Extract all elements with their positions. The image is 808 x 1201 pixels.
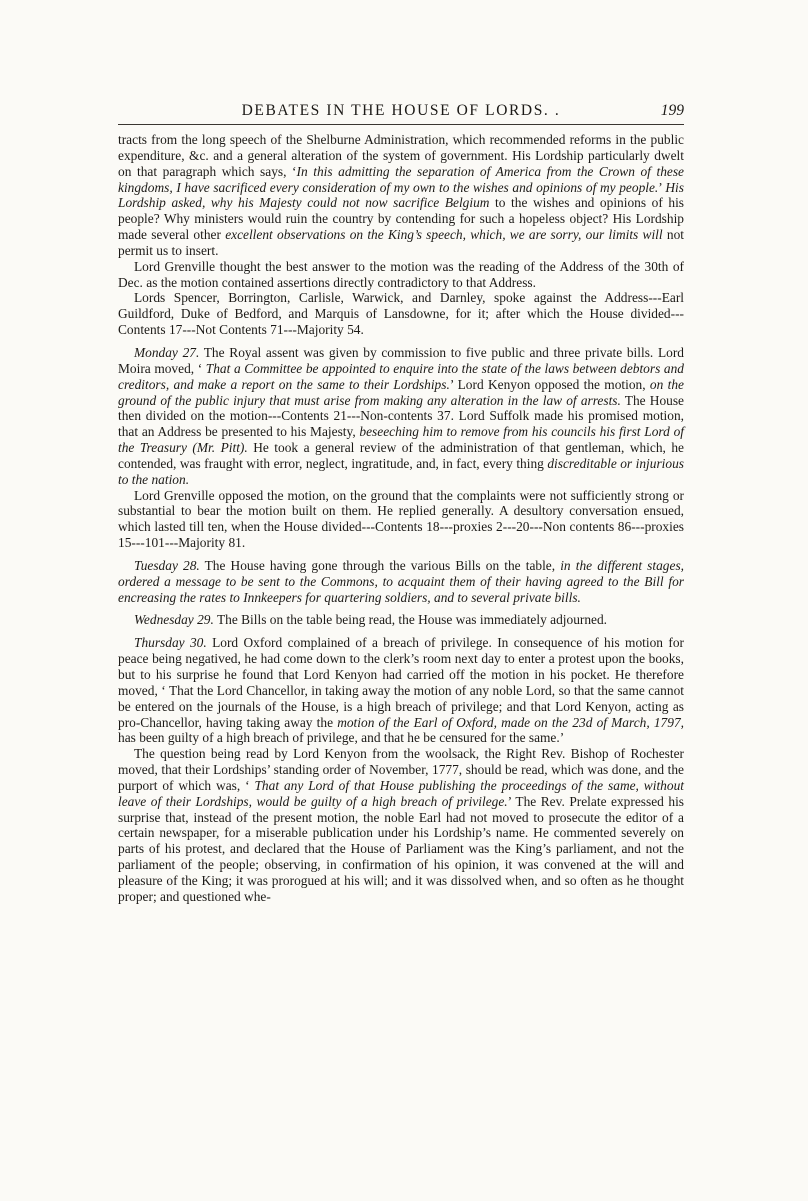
text-run: tracts from the long speech of the Shelburne Administration, which recommended reforms in the public expenditure, &c. and a general alteration of the system of government. His Lordship particularly dwelt on that paragraph which says, ‘ — [118, 132, 684, 179]
paragraph — [118, 345, 684, 488]
date-heading: Monday 27. — [134, 344, 200, 360]
text-run: not permit us to insert. — [118, 227, 684, 258]
text-run: Lord Oxford complained of a breach of privilege. In consequence of his motion for peace being negatived, he had come down to the clerk’s room next day to enter a protest upon the books, but to his surprise he found that Lord Kenyon had carried off the motion in his pocket. He therefore moved, ‘ That the Lord Chancellor, in taking away the motion of any noble Lord, so that the same cannot be entered on the journals of the House, is a high breach of privilege; and that Lord Kenyon, acting as pro-Chancellor, having taking away the — [118, 635, 684, 730]
italic-text: His Lordship asked, why his Majesty could not now sacrifice Belgium — [118, 179, 684, 211]
italic-text: beseeching him to remove from his councils his first Lord of the Treasury (Mr. Pitt). — [118, 424, 684, 456]
header-rule — [118, 124, 684, 125]
paragraph — [118, 488, 684, 551]
text-run: The House having gone through the various Bills on the table, — [199, 557, 561, 573]
text-run: The Royal assent was given by commission to five public and three private bills. Lord Moira moved, ‘ — [118, 344, 684, 376]
text-run: ’ — [658, 179, 666, 195]
italic-text: on the ground of the public injury that must arise from making any alteration in the law of arrests. — [118, 376, 684, 408]
text-run: The question being read by Lord Kenyon from the woolsack, the Right Rev. Bishop of Rochester moved, that their Lordships’ standing order of November, 1777, should be read, which was done, and the purport of which was, ‘ — [118, 746, 684, 793]
text-run: ’ Lord Kenyon opposed the motion, — [449, 376, 650, 392]
paragraph — [118, 558, 684, 606]
text-run: He took a general review of the administration of that gentleman, which, he contended, was fraught with error, neglect, ingratitude, and, in fact, every thing — [118, 440, 684, 471]
italic-text: motion of the Earl of Oxford, made on the 23d of March, 1797, — [337, 714, 684, 730]
date-heading: Tuesday 28. — [134, 557, 200, 573]
text-run: Lords Spencer, Borrington, Carlisle, Warwick, and Darnley, spoke against the Address---Earl Guildford, Duke of Bedford, and Marquis of Lansdowne, for it; after which the House divided---Contents 17---Not Contents 71---Majority 54. — [118, 290, 684, 338]
text-run: has been guilty of a high breach of privilege, and that he be censured for the same.’ — [118, 730, 565, 746]
page-number: 199 — [660, 102, 684, 119]
paragraph — [118, 259, 684, 291]
italic-text: excellent observations on the King’s speech, which, we are sorry, our limits will — [225, 227, 663, 243]
paragraph — [118, 635, 684, 746]
italic-text: In this admitting the separation of America from the Crown of these kingdoms, I have sacrificed every consideration of my own to the wishes and opinions of my people. — [118, 163, 684, 195]
text-run: Lord Grenville opposed the motion, on the ground that the complaints were not sufficiently strong or substantial to bear the motion built on them. He replied generally. A desultory conversation ensued, which lasted till ten, when the House divided---Contents 18---proxies 2---20---Non contents 86---proxies 15---101---Majority 81. — [118, 487, 684, 551]
italic-text: That any Lord of that House publishing the proceedings of the same, without leave of their Lordships, would be guilty of a high breach of privilege. — [118, 777, 684, 809]
italic-text: That a Committee be appointed to enquire into the state of the laws between debtors and creditors, and make a report on the same to their Lordships. — [118, 360, 684, 392]
date-heading: Wednesday 29. — [134, 612, 214, 628]
body-text — [118, 132, 684, 905]
text-run: The Bills on the table being read, the House was immediately adjourned. — [213, 612, 608, 628]
text-run: Lord Grenville thought the best answer to the motion was the reading of the Address of the 30th of Dec. as the motion contained assertions directly contradictory to that Address. — [118, 258, 684, 290]
page-header — [118, 96, 684, 122]
paragraph — [118, 746, 684, 904]
paragraph — [118, 290, 684, 338]
text-run: ’ The Rev. Prelate expressed his surprise that, instead of the present motion, the noble Earl had not moved to prosecute the editor of a certain newspaper, for a miserable publication under his Lordship’s name. He commented severely on parts of his protest, and declared that the House of Parliament was the King’s parliament, and not the parliament of the people; observing, in confirmation of his opinion, it was convened at the will and pleasure of the King; it was prorogued at his will; and it was dissolved when, and so often as he thought proper; and questioned whe- — [118, 793, 685, 904]
paragraph — [118, 132, 684, 259]
date-heading: Thursday 30. — [134, 635, 207, 651]
paragraph — [118, 612, 684, 628]
running-title: DEBATES IN THE HOUSE OF LORDS. . — [241, 102, 561, 119]
italic-text: in the different stages, ordered a message to be sent to the Commons, to acquaint them of their having agreed to the Bill for encreasing the rates to Innkeepers for quartering soldiers, and to several private bills. — [118, 557, 685, 605]
text-run: to the wishes and opinions of his people? Why ministers would ruin the country by contending for such a hopeless object? His Lordship made several other — [118, 195, 684, 243]
text-run: The House then divided on the motion---Contents 21---Non-contents 37. Lord Suffolk made his promised motion, that an Address be presented to his Majesty, — [118, 392, 684, 440]
italic-text: discreditable or injurious to the nation. — [118, 455, 684, 487]
